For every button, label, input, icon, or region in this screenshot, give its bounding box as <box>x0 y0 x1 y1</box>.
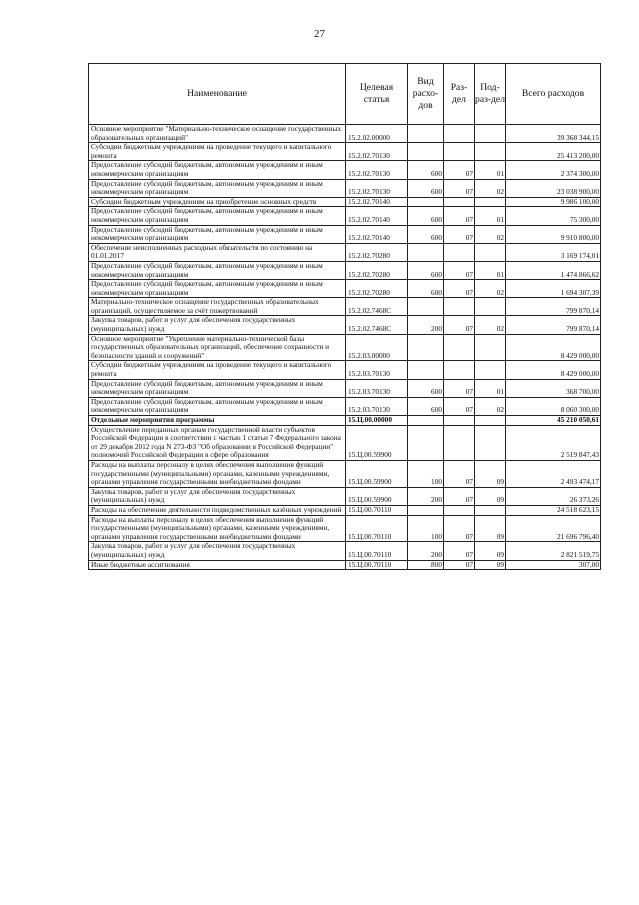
table-row <box>89 542 601 560</box>
cell-name: Предоставление субсидий бюджетным, автономным учреждениям и иным некоммерческим организациям <box>89 280 346 298</box>
cell-code: 15.Ц.00.70110 <box>346 542 408 560</box>
cell-podrazdel <box>475 143 506 161</box>
cell-name: Обеспечение неисполненных расходных обязательств по состоянию на 01.01.2017 <box>89 243 346 261</box>
cell-razdel <box>444 125 475 143</box>
cell-podrazdel: 09 <box>475 560 506 570</box>
cell-code: 15.Ц.00.59900 <box>346 425 408 460</box>
cell-code: 15.Ц.00.70110 <box>346 560 408 570</box>
cell-razdel: 07 <box>444 487 475 505</box>
cell-name: Закупка товаров, работ и услуг для обеспечения государственных (муниципальных) нужд <box>89 316 346 334</box>
cell-podrazdel <box>475 197 506 207</box>
cell-vid <box>408 361 444 379</box>
cell-code: 15.Ц.00.59900 <box>346 460 408 487</box>
cell-vid: 200 <box>408 316 444 334</box>
cell-podrazdel: 02 <box>475 225 506 243</box>
cell-vid: 600 <box>408 179 444 197</box>
table-row <box>89 161 601 179</box>
cell-total: 21 696 796,40 <box>506 515 601 542</box>
cell-total: 75 300,00 <box>506 207 601 225</box>
cell-vid: 800 <box>408 560 444 570</box>
cell-podrazdel: 01 <box>475 379 506 397</box>
cell-name: Расходы на выплаты персоналу в целях обеспечения выполнения функций государственными (муниципальными) органами, казенными учреждениями, органами управления государственными внебюджетными фондами <box>89 460 346 487</box>
cell-razdel <box>444 416 475 426</box>
table-row <box>89 143 601 161</box>
cell-razdel: 07 <box>444 560 475 570</box>
cell-vid <box>408 505 444 515</box>
cell-podrazdel: 09 <box>475 487 506 505</box>
table-row <box>89 505 601 515</box>
cell-name: Иные бюджетные ассигнования <box>89 560 346 570</box>
cell-name: Закупка товаров, работ и услуг для обеспечения государственных (муниципальных) нужд <box>89 542 346 560</box>
table-row <box>89 334 601 361</box>
cell-total: 2 493 474,17 <box>506 460 601 487</box>
table-row <box>89 361 601 379</box>
cell-razdel: 07 <box>444 515 475 542</box>
table-row <box>89 460 601 487</box>
cell-podrazdel: 09 <box>475 460 506 487</box>
table-row <box>89 225 601 243</box>
cell-code: 15.Ц.00.59900 <box>346 487 408 505</box>
cell-razdel <box>444 334 475 361</box>
header-total: Всего расходов <box>506 64 601 125</box>
cell-name: Материально-техническое оснащение государственных образовательных организаций, осуществляемое за счёт пожертвований <box>89 298 346 316</box>
table-body <box>89 125 601 570</box>
cell-code: 15.2.02.70140 <box>346 197 408 207</box>
cell-name: Предоставление субсидий бюджетным, автономным учреждениям и иным некоммерческим организациям <box>89 379 346 397</box>
cell-podrazdel <box>475 298 506 316</box>
cell-razdel <box>444 425 475 460</box>
cell-razdel <box>444 361 475 379</box>
cell-code: 15.2.02.70280 <box>346 280 408 298</box>
cell-code: 15.2.02.7468С <box>346 316 408 334</box>
cell-code: 15.2.02.70130 <box>346 143 408 161</box>
cell-razdel: 07 <box>444 316 475 334</box>
cell-name: Предоставление субсидий бюджетным, автономным учреждениям и иным некоммерческим организациям <box>89 179 346 197</box>
page-number: 27 <box>314 28 325 40</box>
cell-total: 25 413 200,00 <box>506 143 601 161</box>
cell-total: 799 870,14 <box>506 316 601 334</box>
cell-total: 23 038 900,00 <box>506 179 601 197</box>
cell-razdel: 07 <box>444 161 475 179</box>
cell-vid: 600 <box>408 379 444 397</box>
cell-vid <box>408 243 444 261</box>
cell-name: Закупка товаров, работ и услуг для обеспечения государственных (муниципальных) нужд <box>89 487 346 505</box>
cell-total: 9 986 100,00 <box>506 197 601 207</box>
cell-razdel <box>444 298 475 316</box>
cell-code: 15.Ц.00.70110 <box>346 505 408 515</box>
cell-vid <box>408 416 444 426</box>
cell-vid: 600 <box>408 280 444 298</box>
header-vid: Вид расхо-дов <box>408 64 444 125</box>
cell-code: 15.2.02.70130 <box>346 161 408 179</box>
cell-razdel: 07 <box>444 379 475 397</box>
cell-code: 15.2.03.00000 <box>346 334 408 361</box>
cell-name: Предоставление субсидий бюджетным, автономным учреждениям и иным некоммерческим организациям <box>89 225 346 243</box>
table-row <box>89 379 601 397</box>
cell-name: Осуществление переданных органам государственной власти субъектов Российской Федерации в соответствии с частью 1 статьи 7 Федерального закона от 29 декабря 2012 года N 273-ФЗ "Об образовании в Российской Федерации" полномочий Российской Федерации в сфере образования <box>89 425 346 460</box>
cell-podrazdel <box>475 243 506 261</box>
cell-name: Основное мероприятие "Укрепление материально-технической базы государственных образовательных организаций, обеспечение сохранности и безопасности зданий и сооружений" <box>89 334 346 361</box>
cell-total: 2 821 519,75 <box>506 542 601 560</box>
cell-podrazdel <box>475 425 506 460</box>
cell-code: 15.2.02.7468С <box>346 298 408 316</box>
cell-vid: 600 <box>408 261 444 279</box>
table-header-row <box>89 64 601 125</box>
cell-code: 15.2.03.70130 <box>346 361 408 379</box>
cell-total: 9 910 800,00 <box>506 225 601 243</box>
cell-total: 799 870,14 <box>506 298 601 316</box>
cell-total: 26 373,26 <box>506 487 601 505</box>
cell-podrazdel: 02 <box>475 280 506 298</box>
cell-razdel <box>444 505 475 515</box>
table-row <box>89 197 601 207</box>
table-row <box>89 207 601 225</box>
cell-podrazdel: 01 <box>475 261 506 279</box>
cell-name: Предоставление субсидий бюджетным, автономным учреждениям и иным некоммерческим организациям <box>89 207 346 225</box>
cell-vid <box>408 197 444 207</box>
cell-vid: 200 <box>408 542 444 560</box>
budget-table <box>88 63 601 570</box>
cell-vid <box>408 143 444 161</box>
table-row <box>89 397 601 415</box>
cell-code: 15.2.02.00000 <box>346 125 408 143</box>
cell-podrazdel: 02 <box>475 316 506 334</box>
cell-vid: 600 <box>408 207 444 225</box>
cell-podrazdel <box>475 125 506 143</box>
cell-name: Расходы на выплаты персоналу в целях обеспечения выполнения функций государственными (муниципальными) органами, казенными учреждениями, органами управления государственными внебюджетными фондами <box>89 515 346 542</box>
cell-name: Расходы на обеспечение деятельности подведомственных казённых учреждений <box>89 505 346 515</box>
table-row <box>89 243 601 261</box>
cell-total: 307,00 <box>506 560 601 570</box>
table-row <box>89 125 601 143</box>
cell-vid: 200 <box>408 487 444 505</box>
cell-total: 8 429 000,00 <box>506 334 601 361</box>
cell-code: 15.2.02.70130 <box>346 179 408 197</box>
header-name: Наименование <box>89 64 346 125</box>
cell-code: 15.2.03.70130 <box>346 397 408 415</box>
cell-podrazdel: 09 <box>475 542 506 560</box>
cell-name: Предоставление субсидий бюджетным, автономным учреждениям и иным некоммерческим организациям <box>89 261 346 279</box>
cell-total: 39 368 344,15 <box>506 125 601 143</box>
cell-razdel: 07 <box>444 179 475 197</box>
cell-name: Предоставление субсидий бюджетным, автономным учреждениям и иным некоммерческим организациям <box>89 161 346 179</box>
cell-total: 2 519 847,43 <box>506 425 601 460</box>
cell-code: 15.2.02.70140 <box>346 207 408 225</box>
cell-total: 8 429 000,00 <box>506 361 601 379</box>
table-row <box>89 261 601 279</box>
cell-razdel: 07 <box>444 225 475 243</box>
cell-razdel: 07 <box>444 397 475 415</box>
cell-total: 1 694 307,39 <box>506 280 601 298</box>
cell-total: 45 210 050,61 <box>506 416 601 426</box>
cell-name: Субсидии бюджетным учреждениям на проведение текущего и капитального ремонта <box>89 361 346 379</box>
cell-podrazdel: 01 <box>475 161 506 179</box>
table-row <box>89 425 601 460</box>
cell-name: Основное мероприятие "Материально-техническое оснащение государственных образовательных организаций" <box>89 125 346 143</box>
cell-podrazdel <box>475 361 506 379</box>
cell-total: 8 060 300,00 <box>506 397 601 415</box>
cell-vid <box>408 334 444 361</box>
cell-razdel: 07 <box>444 542 475 560</box>
cell-vid <box>408 125 444 143</box>
cell-podrazdel: 02 <box>475 179 506 197</box>
cell-podrazdel: 01 <box>475 207 506 225</box>
cell-name: Предоставление субсидий бюджетным, автономным учреждениям и иным некоммерческим организациям <box>89 397 346 415</box>
table-row <box>89 298 601 316</box>
cell-name: Субсидии бюджетным учреждениям на приобретение основных средств <box>89 197 346 207</box>
cell-razdel: 07 <box>444 280 475 298</box>
cell-total: 368 700,00 <box>506 379 601 397</box>
cell-code: 15.2.02.70280 <box>346 261 408 279</box>
cell-vid: 600 <box>408 397 444 415</box>
cell-podrazdel <box>475 505 506 515</box>
table-row <box>89 487 601 505</box>
table-row <box>89 179 601 197</box>
header-code: Целевая статья <box>346 64 408 125</box>
table-row <box>89 560 601 570</box>
cell-code: 15.2.02.70140 <box>346 225 408 243</box>
cell-razdel: 07 <box>444 207 475 225</box>
cell-razdel: 07 <box>444 460 475 487</box>
cell-podrazdel <box>475 334 506 361</box>
cell-total: 2 374 300,00 <box>506 161 601 179</box>
cell-razdel <box>444 197 475 207</box>
cell-code: 15.2.03.70130 <box>346 379 408 397</box>
cell-name: Отдельные мероприятия программы <box>89 416 346 426</box>
cell-vid <box>408 298 444 316</box>
table-row <box>89 316 601 334</box>
cell-name: Субсидии бюджетным учреждениям на проведение текущего и капитального ремонта <box>89 143 346 161</box>
cell-podrazdel: 09 <box>475 515 506 542</box>
cell-vid: 600 <box>408 161 444 179</box>
cell-total: 3 169 174,01 <box>506 243 601 261</box>
cell-vid <box>408 425 444 460</box>
cell-code: 15.Ц.00.00000 <box>346 416 408 426</box>
cell-code: 15.2.02.70280 <box>346 243 408 261</box>
cell-total: 1 474 866,62 <box>506 261 601 279</box>
table-row <box>89 515 601 542</box>
header-podrazdel: Под-раз-дел <box>475 64 506 125</box>
cell-podrazdel: 02 <box>475 397 506 415</box>
cell-razdel <box>444 243 475 261</box>
cell-vid: 100 <box>408 460 444 487</box>
cell-razdel: 07 <box>444 261 475 279</box>
cell-podrazdel <box>475 416 506 426</box>
cell-total: 24 518 623,15 <box>506 505 601 515</box>
cell-razdel <box>444 143 475 161</box>
table-row <box>89 416 601 426</box>
cell-vid: 600 <box>408 225 444 243</box>
header-razdel: Раз-дел <box>444 64 475 125</box>
cell-code: 15.Ц.00.70110 <box>346 515 408 542</box>
cell-vid: 100 <box>408 515 444 542</box>
table-row <box>89 280 601 298</box>
